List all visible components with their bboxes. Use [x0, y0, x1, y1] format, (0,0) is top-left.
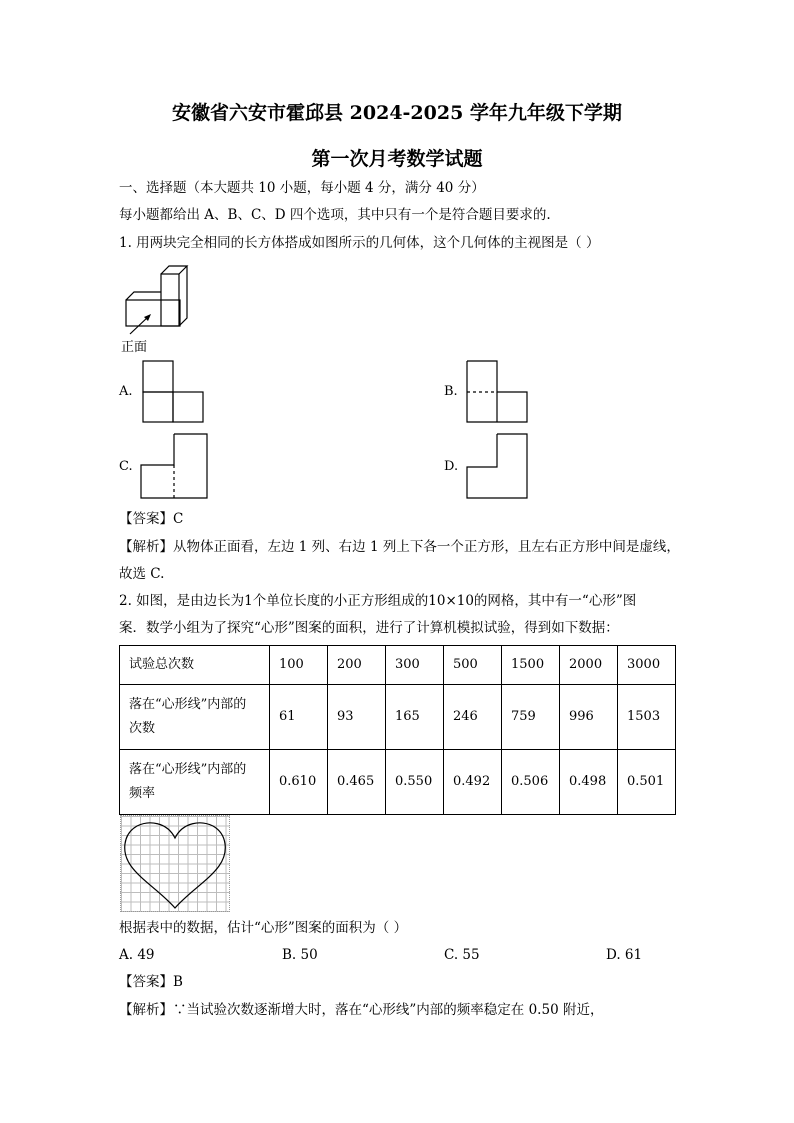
q2-stem-line2: 案．数学小组为了探究“心形”图案的面积，进行了计算机模拟试验，得到如下数据：: [119, 620, 619, 636]
table-cell: 93: [328, 685, 386, 750]
table-row-header: 落在“心形线”内部的 频率: [120, 750, 270, 815]
q2-option-c: C. 55: [444, 947, 480, 963]
table-cell: 246: [444, 685, 502, 750]
q1-option-c-label: C.: [119, 459, 133, 474]
table-cell: 0.465: [328, 750, 386, 815]
table-row: [120, 646, 676, 685]
q1-option-a-label: A.: [119, 384, 133, 399]
q2-question: 根据表中的数据，估计“心形”图案的面积为（ ）: [119, 920, 408, 936]
table-cell: 759: [502, 685, 560, 750]
table-row: [120, 750, 676, 815]
q2-option-d: D. 61: [606, 947, 643, 963]
table-cell: 0.498: [560, 750, 618, 815]
q1-solid-figure: [118, 262, 198, 332]
q1-option-a-view: [142, 360, 204, 424]
table-cell: 0.610: [270, 750, 328, 815]
table-cell: 300: [386, 646, 444, 685]
table-cell: 500: [444, 646, 502, 685]
q1-option-d-label: D.: [444, 459, 459, 474]
q2-stem-line1: 2. 如图，是由边长为1个单位长度的小正方形组成的10×10的网格，其中有一“心形”图: [119, 593, 637, 609]
q2-answer: 【答案】B: [119, 974, 183, 990]
table-cell: 0.550: [386, 750, 444, 815]
table-cell: 0.492: [444, 750, 502, 815]
heart-shape: [121, 816, 229, 911]
table-cell: 1500: [502, 646, 560, 685]
q1-option-b-label: B.: [444, 384, 458, 399]
table-cell: 1503: [618, 685, 676, 750]
table-cell: 165: [386, 685, 444, 750]
q1-option-c-view: [140, 433, 210, 501]
table-row: [120, 685, 676, 750]
q1-option-b-view: [466, 360, 530, 424]
q2-analysis: 【解析】∵当试验次数逐渐增大时，落在“心形线”内部的频率稳定在 0.50 附近，: [119, 1002, 604, 1018]
table-cell: 996: [560, 685, 618, 750]
table-row-header: 落在“心形线”内部的 次数: [120, 685, 270, 750]
q2-heart-grid-figure: [120, 815, 230, 912]
doc-title-line2: 第一次月考数学试题: [311, 148, 483, 170]
q1-answer: 【答案】C: [119, 511, 184, 527]
section-instruction: 每小题都给出 A、B、C、D 四个选项，其中只有一个是符合题目要求的.: [119, 207, 551, 223]
q1-figure-label: 正面: [121, 340, 148, 355]
table-cell: 2000: [560, 646, 618, 685]
q1-stem: 1. 用两块完全相同的长方体搭成如图所示的几何体，这个几何体的主视图是（ ）: [119, 235, 600, 251]
table-cell: 61: [270, 685, 328, 750]
table-cell: 0.501: [618, 750, 676, 815]
q1-option-d-view: [466, 433, 530, 501]
table-cell: 3000: [618, 646, 676, 685]
q2-option-b: B. 50: [282, 947, 318, 963]
q1-analysis-line2: 故选 C.: [119, 566, 165, 582]
q2-option-a: A. 49: [119, 947, 155, 963]
doc-title-line1: 安徽省六安市霍邱县 2024-2025 学年九年级下学期: [172, 102, 622, 124]
table-cell: 200: [328, 646, 386, 685]
table-row-header: 试验总次数: [120, 646, 270, 685]
q1-analysis-line1: 【解析】从物体正面看，左边 1 列、右边 1 列上下各一个正方形，且左右正方形中间是虚线，: [119, 539, 680, 555]
q2-data-table: [119, 645, 676, 815]
table-cell: 0.506: [502, 750, 560, 815]
section-heading: 一、选择题（本大题共 10 小题，每小题 4 分，满分 40 分）: [119, 180, 485, 196]
table-cell: 100: [270, 646, 328, 685]
